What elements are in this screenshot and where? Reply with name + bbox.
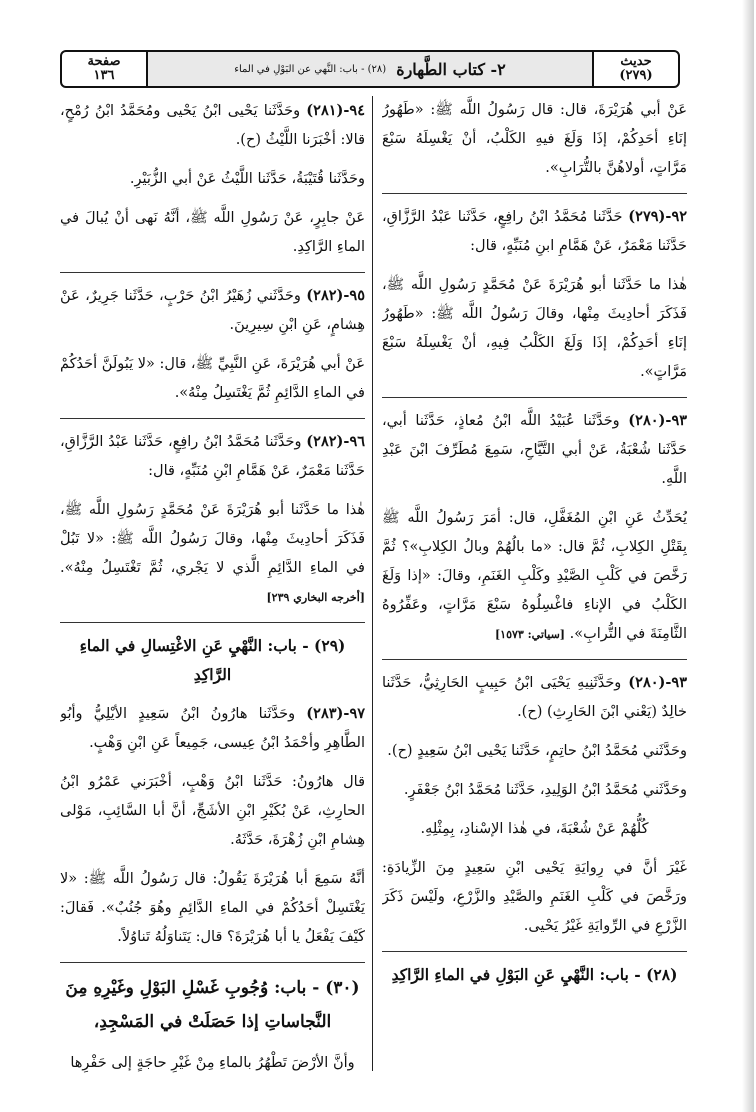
hadith-isnad-text: حَدَّثَنا مُحَمَّدُ ابْنُ رافِعٍ، حَدَّثَنا عَبْدُ الرَّزَّاقِ، حَدَّثَنا مَعْمَرٌ، عَنْ هَمَّامِ ابنِ مُنَبِّهٍ، قال:	[382, 209, 687, 254]
hadith-note: غَيْرَ أنَّ في رِوايَةِ يَحْيى ابْنِ سَعِيدٍ مِنَ الزِّيادَةِ: ورَخَّصَ في كَلْبِ الغَنَمِ والصَّيْدِ والزَّرْعِ، ولَيْسَ ذَكَرَ الزَّرْعِ في الرِّوايَةِ غَيْرُ يَحْيى.	[382, 860, 687, 934]
header-titles	[148, 52, 592, 86]
hadith-number: (٢٧٩)	[619, 68, 653, 83]
hadith-number: ٩٧-(٢٨٣)	[306, 705, 365, 722]
hadith-isnad	[382, 202, 687, 261]
hadith-isnad-text: وحَدَّثَنِيهِ يَحْيَى ابْنُ حَبِيبٍ الحَارِثِيُّ، حَدَّثَنا خالِدٌ (يَعْني ابْنَ الحَارِثِ) (ح).	[382, 675, 687, 720]
hadith-isnad-text: وحَدَّثَنا مُحَمَّدُ ابْنُ رافِعٍ، حَدَّثَنا عَبْدُ الرَّزَّاقِ، حَدَّثَنا مَعْمَرٌ، عَنْ هَمَّامِ ابْنِ مُنَبِّهٍ، قال:	[60, 434, 365, 479]
hadith-isnad	[60, 96, 365, 155]
section-divider	[382, 193, 687, 194]
hadith-text: هٰذا ما حَدَّثَنا أبو هُرَيْرَةَ عَنْ مُحَمَّدٍ رَسُولِ اللَّه ﷺ، فَذَكَرَ أحادِيثَ مِنْها، وقالَ رَسُولُ اللَّه ﷺ: «طَهُورُ إنَاءِ أحَدِكُمْ، إذَا وَلَغَ الكَلْبُ فِيهِ، أنْ يَغْسِلَهُ سَبْعَ مَرَّاتٍ».	[382, 277, 687, 380]
hadith-isnad: وحَدَّثَنا قُتَيْبَةُ، حَدَّثَنا اللَّيْثُ عَنْ أبي الزُّبَيْرِ.	[129, 171, 365, 187]
section-divider	[60, 622, 365, 623]
hadith-isnad: وحَدَّثَني مُحَمَّدُ ابْنُ حاتِمٍ، حَدَّثَنا يَحْيى ابْنُ سَعِيدٍ (ح).	[387, 743, 687, 759]
book-title: ٢- كتاب الطَّهارة	[396, 59, 506, 79]
section-divider	[60, 962, 365, 963]
hadith-text	[60, 496, 365, 612]
section-divider	[382, 397, 687, 398]
hadith-note: كُلُّهُمْ عَنْ شُعْبَةَ، في هٰذا الإسْنادِ، بِمِثْلِهِ.	[420, 821, 649, 837]
cross-reference: [أخرجه البخاري ٢٣٩]	[266, 591, 365, 604]
hadith-isnad	[382, 406, 687, 494]
hadith-matn: هٰذا ما حَدَّثَنا أبو هُرَيْرَةَ عَنْ مُحَمَّدٍ رَسُولِ اللَّه ﷺ، فَذَكَرَ أحادِيثَ مِنْها، وقالَ رَسُولُ اللَّه ﷺ: «لا تَبُلْ في الماءِ الدَّائِمِ الَّذي لا يَجْري، ثُمَّ تَغْتَسِلُ مِنْهُ».	[60, 502, 365, 576]
chapter-title: (٢٨) - باب: النَّهي عن البَوْلِ في الماء	[234, 63, 387, 75]
section-divider	[60, 418, 365, 419]
hadith-label: حديث	[620, 54, 652, 69]
hadith-isnad-text: وحَدَّثَنا هارُونُ ابْنُ سَعِيدٍ الأيْلِيُّ وأبُو الطَّاهِرِ وأحْمَدُ ابْنُ عِيسى، جَمِيعاً عَنِ ابْنِ وَهْبٍ.	[60, 706, 365, 751]
page-number-box	[62, 52, 148, 86]
hadith-number: ٩٤-(٢٨١)	[306, 102, 365, 119]
hadith-number: ٩٣-(٢٨٠)	[628, 674, 687, 691]
chapter-subheading: وأنَّ الأرْضَ تَطْهُرُ بالماءِ مِنْ غَيْرِ حاجَةٍ إلى حَفْرِها	[70, 1055, 355, 1071]
hadith-number: ٩٢-(٢٧٩)	[628, 208, 687, 225]
hadith-text: عَنْ أبي هُرَيْرَةَ، عَنِ النَّبِيِّ ﷺ، قال: «لا يَبُولَنَّ أحَدُكُمْ في الماءِ الدَّائِمِ ثُمَّ يَغْتَسِلُ مِنْهُ».	[60, 356, 365, 401]
hadith-text	[382, 504, 687, 649]
hadith-isnad-text: وحَدَّثَني زُهَيْرُ ابْنُ حَرْبٍ، حَدَّثَنا جَرِيرٌ، عَنْ هِشامٍ، عَنِ ابْنِ سِيرِينَ.	[60, 288, 365, 333]
page-label: صفحة	[87, 54, 121, 69]
hadith-matn: يُحَدِّثُ عَنِ ابْنِ المُغَفَّلِ، قال: أمَرَ رَسُولُ اللَّه ﷺ بِقَتْلِ الكِلابِ، ثُمَّ قال: «ما بالُهُمْ وبالُ الكِلابِ»؟ ثُمَّ رَخَّصَ في كَلْبِ الصَّيْدِ وكَلْبِ الغَنَمِ، وقالَ: «إذا وَلَغَ الكَلْبُ في الإناءِ فاغْسِلُوهُ سَبْعَ مَرَّاتٍ، وعَفِّرُوهُ الثَّامِنَةَ في التُّرابِ».	[382, 510, 687, 642]
section-divider	[382, 659, 687, 660]
hadith-text: عَنْ أبي هُرَيْرَةَ، قال: قال رَسُولُ اللَّه ﷺ: «طَهُورُ إنَاءِ أحَدِكُمْ، إذَا وَلَغَ فيهِ الكَلْبُ، أنْ يَغْسِلَهُ سَبْعَ مَرَّاتٍ، أولاهُنَّ بالتُّرَابِ».	[382, 102, 687, 176]
hadith-isnad-text: وحَدَّثَنا عُبَيْدُ اللَّه ابْنُ مُعاذٍ، حَدَّثَنا أبي، حَدَّثَنا شُعْبَةُ، عَنْ أبي التَّيَّاحِ، سَمِعَ مُطَرِّفَ ابْنَ عَبْدِ اللَّهِ.	[382, 413, 687, 487]
hadith-number: ٩٦-(٢٨٢)	[306, 433, 365, 450]
hadith-number: ٩٣-(٢٨٠)	[628, 412, 687, 429]
hadith-text: عَنْ جابِرٍ، عَنْ رَسُولِ اللَّه ﷺ، أنَّهُ نَهى أنْ يُبالَ في الماءِ الرَّاكِدِ.	[60, 210, 365, 255]
hadith-isnad	[60, 699, 365, 758]
chapter-heading: (٣٠) - باب: وُجُوبِ غَسْلِ البَوْلِ وغَيْرِهِ مِنَ النَّجاساتِ إذا حَصَلَتْ في المَسْجِدِ،	[65, 978, 360, 1032]
left-column	[60, 96, 365, 1086]
column-divider	[372, 96, 373, 1071]
hadith-number-box	[592, 52, 678, 86]
hadith-isnad	[382, 668, 687, 727]
hadith-number: ٩٥-(٢٨٢)	[306, 287, 365, 304]
page-number: ١٣٦	[93, 68, 115, 83]
hadith-text: أنَّهُ سَمِعَ أبا هُرَيْرَةَ يَقُولُ: قال رَسُولُ اللَّه ﷺ: «لا يَغْتَسِلْ أحَدُكُمْ في الماءِ الدَّائِمِ وهُوَ جُنُبٌ». فَقالَ: كَيْفَ يَفْعَلُ يا أبا هُرَيْرَةَ؟ قال: يَتَناوَلُهُ تَناوُلاً.	[60, 871, 365, 945]
page-binding-shadow	[742, 0, 754, 1112]
chapter-heading: (٢٩) - باب: النَّهْيِ عَنِ الاغْتِسالِ في الماءِ الرَّاكِدِ	[79, 636, 346, 684]
hadith-isnad	[60, 281, 365, 340]
cross-reference: [سياتي: ١٥٧٣]	[494, 628, 566, 641]
section-divider	[382, 951, 687, 952]
hadith-isnad	[60, 427, 365, 486]
page-header	[60, 50, 680, 88]
chapter-heading: (٢٨) - باب: النَّهْيِ عَنِ البَوْلِ في الماءِ الرَّاكِدِ	[391, 965, 678, 984]
hadith-isnad: قال هارُونُ: حَدَّثَنا ابْنُ وَهْبٍ، أخْبَرَني عَمْرُو ابْنُ الحارِثِ، عَنْ بُكَيْرِ ابْنِ الأشَجِّ، أنَّ أبا السَّائِبِ، مَوْلى هِشامِ ابْنِ زُهْرَةَ، حَدَّثَهُ.	[60, 774, 365, 848]
right-column	[382, 96, 687, 1086]
hadith-isnad: وحَدَّثَني مُحَمَّدُ ابْنُ الوَلِيدِ، حَدَّثَنا مُحَمَّدُ ابْنُ جَعْفَرٍ.	[403, 782, 687, 798]
hadith-isnad-text: وحَدَّثَنا يَحْيى ابْنُ يَحْيى ومُحَمَّدُ ابْنُ رُمْحٍ، قالا: أخْبَرَنا اللَّيْثُ (ح).	[60, 103, 365, 148]
section-divider	[60, 272, 365, 273]
